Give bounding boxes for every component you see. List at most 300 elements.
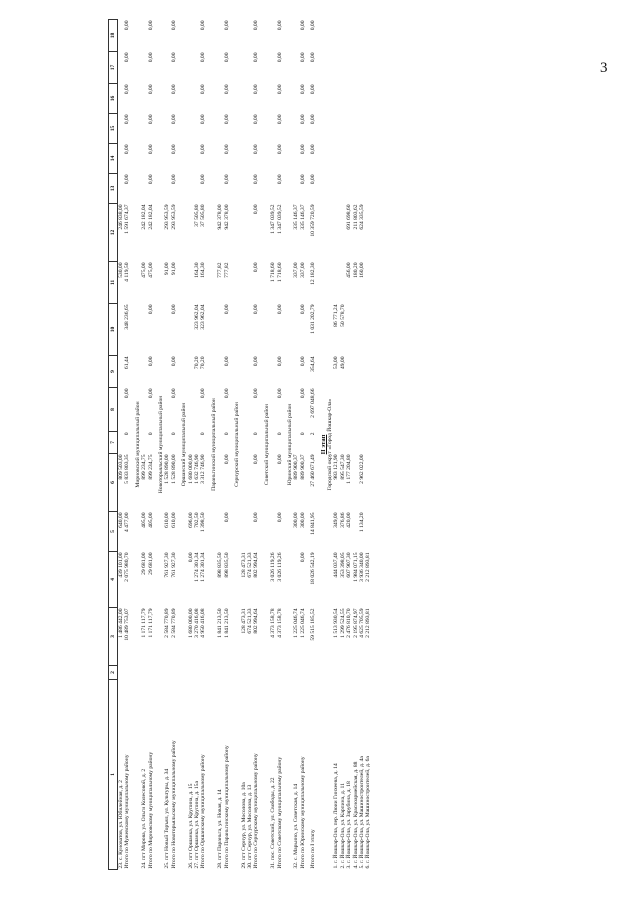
table-cell: 242 182,04 [141,204,148,230]
table-cell: 0,00 [223,512,230,523]
table-cell: 86 771,24 [333,304,340,327]
table-cell: 10 489 753,07 [124,608,131,641]
table-cell: 242 182,04 [147,204,154,230]
table-cell: 640,00 [118,512,124,528]
table-cell: 0,00 [299,114,306,125]
table-cell: 889 900,37 [293,454,300,480]
table-cell: 10 359 720,59 [310,204,317,237]
table-cell: 0,00 [223,454,230,465]
table-cell [118,356,125,388]
table-cell: 0,00 [253,388,260,399]
table-cell: 530,00 [118,262,124,278]
column-number-18: 18 [109,20,118,52]
table-cell: 0,00 [253,52,260,63]
table-cell: 2 476 810,70 [346,608,353,638]
table-cell: 0,00 [223,356,230,367]
table-cell: 376,86 [339,512,346,528]
table-cell: 0,00 [147,388,154,399]
table-cell: 1 680 000,00 [187,454,194,484]
table-cell: 0,00 [310,20,317,31]
table-cell: 1 718,60 [270,262,277,283]
row-label: Итого по Сернурскому муниципальному району [253,753,260,869]
table-cell: 1 031 202,79 [310,304,317,334]
table-cell: 0,00 [299,304,306,315]
table-cell: 91,00 [164,262,171,276]
table-cell: 349,00 [333,512,340,528]
table-cell: 0,00 [253,304,260,315]
table-cell: 70,20 [194,356,201,370]
table-cell: 1 274 301,34 [200,552,207,582]
table-cell: 696,00 [187,512,194,528]
table-cell: 2 584 770,89 [170,608,177,638]
table-cell [365,114,371,144]
table-cell: 4 373 158,78 [270,608,277,638]
table-cell [365,84,371,114]
table-cell: 0,00 [253,174,260,185]
table-cell: 0,00 [170,174,177,185]
table-cell: 0 [200,432,207,436]
row-label: Итого по Юринскому муниципальному району [299,756,306,869]
table-cell: 0 [253,432,260,436]
table-cell: 475,00 [147,262,154,278]
table-cell: 1 398,50 [200,512,207,533]
table-cell: 0,00 [310,84,317,95]
table-cell: 1 171 117,79 [147,608,154,638]
table-cell: 0,00 [276,356,283,367]
table-cell: 337,00 [293,262,300,278]
table-cell [365,262,371,304]
table-cell: 0 [276,432,283,436]
table-cell: 898 835,50 [223,552,230,578]
table-cell: 0,00 [124,174,131,185]
table-cell: 4 373 158,78 [276,608,283,638]
row-label: 2. г. Йошкар-Ола, ул. Карпина, д. 11 [339,783,346,869]
row-label: 32. с. Марьино, ул. Советская, д. 14 [293,783,300,869]
table-cell: 0,00 [147,356,154,367]
table-cell: 0 [170,432,177,436]
table-cell: 0,00 [299,20,306,31]
table-cell [365,20,371,52]
table-cell [118,52,125,84]
row-label: 4. г. Йошкар-Ола, ул. Красноармейская, д. 88 [352,761,359,869]
table-cell: 0,00 [253,204,260,215]
table-cell: 0,00 [124,144,131,155]
table-cell: 0,00 [299,356,306,367]
table-cell: 809 503,00 [118,454,124,480]
table-cell [118,114,125,144]
table-cell: 293 953,59 [164,204,171,230]
table-cell: 1 171 117,79 [141,608,148,638]
table-cell: 0,00 [299,84,306,95]
table-cell: 1 591 674,37 [124,204,131,234]
table-cell: 37 505,80 [200,204,207,227]
table-cell: 14 841,95 [310,512,317,535]
table-cell: 0,00 [170,356,177,367]
table-cell [365,52,371,84]
table-cell: 0,00 [124,114,131,125]
table-cell: 1 528 890,00 [170,454,177,484]
table-cell: 300,00 [293,512,300,528]
district-heading: Параньгинский муниципальный район [210,398,217,491]
column-number-11: 11 [109,262,118,304]
table-cell: 2 212 893,81 [365,552,372,582]
table-cell: 0,00 [200,20,207,31]
table-cell: 0,00 [223,20,230,31]
table-cell [365,388,371,432]
table-cell: 899 234,75 [141,454,148,480]
table-cell: 18 026 542,19 [310,552,317,585]
column-number-row [109,20,118,870]
table-cell: 0,00 [276,114,283,125]
district-heading: Юринский муниципальный район [286,403,293,486]
table-cell: 0,00 [276,144,283,155]
table-cell: 0,00 [124,388,131,399]
table-cell: 0,00 [200,84,207,95]
table-cell: 128 473,31 [240,552,247,578]
table-cell: 0,00 [276,304,283,315]
table-cell: 3 936 340,00 [359,552,365,582]
table-cell [365,454,371,512]
table-cell: 0,00 [276,84,283,95]
column-number-5: 5 [109,512,118,552]
table-cell: 0,00 [310,144,317,155]
table-cell: 475,00 [141,262,148,278]
table-cell: 12 182,30 [310,262,317,285]
table-cell: 0,00 [276,20,283,31]
column-number-1: 1 [109,680,118,870]
row-label: Итого по I этапу [310,829,317,869]
table-cell: 0,00 [187,552,194,563]
table-cell: 0,00 [200,114,207,125]
row-label: Итого по Новоторьяльскому муниципальному району [170,740,177,869]
table-cell: 0,00 [200,52,207,63]
district-heading: Оршанский муниципальный район [181,402,188,487]
table-cell: 300,00 [299,512,306,528]
column-number-17: 17 [109,52,118,84]
table-cell [118,174,125,204]
table-cell: 1 528 890,00 [164,454,171,484]
column-number-4: 4 [109,552,118,608]
table-cell: 0,00 [253,454,260,465]
table-cell: 0,00 [276,174,283,185]
table-cell [365,174,371,204]
table-cell: 0,00 [147,304,154,315]
row-label: 26. пгт Оршанка, ул. Крупина, д. 15 [187,783,194,869]
table-cell: 4 950 416,08 [200,608,207,638]
table-cell: 0,00 [310,52,317,63]
table-cell: 29 681,00 [141,552,148,575]
table-cell: 335 146,37 [293,204,300,230]
row-label: 24. пгт Мирова, ул. Ольги Колесовой, д. 2 [141,768,148,869]
table-cell: 439 101,00 [118,552,124,578]
district-heading: Советский муниципальный район [263,403,270,486]
table-cell: 3 026 119,26 [276,552,283,582]
table-cell: 0,00 [124,52,131,63]
table-cell: 405,00 [147,512,154,528]
table-cell: 164,30 [194,262,201,278]
table-cell: 1 134,20 [359,512,365,533]
cost-table [108,19,372,870]
table-cell: 61,44 [124,356,131,370]
table-cell: 0,00 [170,388,177,399]
table-cell: 1 347 039,52 [276,204,283,234]
table-cell: 53,00 [333,356,340,370]
district-heading: Городской округ «Город Йошкар-Ола» [326,398,333,491]
table-cell: 942 378,00 [223,204,230,230]
table-cell: 420,00 [346,512,353,528]
table-cell: 456,00 [346,262,353,278]
table-cell: 2 584 770,89 [164,608,171,638]
table-cell: 610,00 [164,512,171,528]
table-cell: 1 513 930,54 [333,608,340,638]
table-cell: 2 195 874,97 [352,608,359,638]
table-cell: 246 838,00 [118,204,124,230]
district-heading: Мирновский муниципальный район [134,401,141,488]
table-cell: 405,00 [141,512,148,528]
table-cell: 293 953,59 [170,204,177,230]
table-cell: 0,00 [299,52,306,63]
table-cell: 1 225 046,74 [293,608,300,638]
table-cell: 70,20 [200,356,207,370]
table-cell [365,512,371,552]
table-cell: 3 312 746,90 [200,454,207,484]
table-cell: 0,00 [253,262,260,273]
column-number-13: 13 [109,174,118,204]
column-number-10: 10 [109,304,118,356]
page-number: 3 [600,60,608,76]
table-cell: 691 698,60 [346,204,353,230]
table-cell: 0 [147,432,154,436]
table-cell: 1 632 746,90 [194,454,201,484]
district-heading: Сернурский муниципальный район [234,402,241,487]
table-cell: 2 [310,432,317,436]
table-cell: 0 [299,432,306,436]
table-cell: 624 335,59 [359,204,365,230]
column-number-14: 14 [109,144,118,174]
table-cell: 0,00 [276,52,283,63]
table-cell: 4 625 705,59 [359,608,365,638]
table-cell: 0,00 [223,114,230,125]
table-cell [118,20,125,52]
table-cell: 0 [124,432,131,436]
table-cell [365,432,371,454]
table-cell: 674 521,33 [246,552,253,578]
row-label: 31. пос. Советский, ул. Свободы, д. 22 [270,777,277,869]
row-label: 30. пгт Сернур, ул. Мосолова, д. 13 [246,784,253,869]
table-cell: 0,00 [147,174,154,185]
table-cell: 889 900,37 [299,454,306,480]
table-cell: 802 994,64 [253,552,260,578]
column-number-9: 9 [109,356,118,388]
table-cell: 49,00 [339,356,346,370]
table-cell: 0,00 [299,144,306,155]
table-cell: 0,00 [170,52,177,63]
table-cell: 761 927,30 [170,552,177,578]
table-cell: 802 994,64 [253,608,260,634]
table-cell: 0,00 [276,512,283,523]
table-cell: 59 515 185,52 [310,608,317,641]
table-cell: 3 026 119,26 [270,552,277,582]
table-cell: 0,00 [223,52,230,63]
table-cell: 1 486 442,00 [118,608,124,638]
table-cell: 1 984 071,15 [352,552,359,582]
table-cell: 0,00 [200,144,207,155]
table-cell: 128 473,31 [240,608,247,634]
row-label: 25. пгт Новый Торъял, ул. Культуры, д. 34 [164,768,171,869]
row-label: 23. с. Куноватов, ул. Юбилейная, д. 2 [118,780,124,869]
table-cell: 702,50 [194,512,201,528]
table-cell: 0,00 [299,174,306,185]
table-cell: 674 521,33 [246,608,253,634]
table-row [118,20,125,870]
column-number-7: 7 [109,432,118,454]
table-cell: 0,00 [253,114,260,125]
table-cell: 0 [223,432,230,436]
table-cell: 0,00 [299,552,306,563]
table-cell: 0,00 [170,304,177,315]
table-cell: 164,30 [200,262,207,278]
table-cell: 0,00 [253,512,260,523]
table-cell: 942 378,00 [217,204,224,230]
table-cell [118,388,125,432]
table-cell [365,666,371,680]
table-cell: 761 927,30 [164,552,171,578]
district-heading: Новоторьяльский муниципальный район [158,395,165,494]
table-cell: 2 212 893,81 [365,608,372,638]
row-label: Итого по Мужевскому муниципальному району [124,754,131,869]
row-label: 5. г. Йошкар-Ола, ул. Машиностроителей, д. 4а [359,756,365,869]
table-cell [118,666,125,680]
column-number-2: 2 [109,666,118,680]
table-cell: 0,00 [170,144,177,155]
table-cell: 898 835,50 [217,552,224,578]
row-label: 29. пгт Сернур, ул. Мосолова, д. 10а [240,782,247,869]
table-cell: 323 962,04 [194,304,201,330]
table-cell: 348 236,65 [124,304,131,330]
table-cell: 0,00 [170,114,177,125]
row-label: Итого по Параньгинскому муниципальному району [223,745,230,869]
table-cell: 2 962 022,00 [359,454,365,484]
table-cell: 1 841 213,50 [217,608,224,638]
table-cell: 37 505,80 [194,204,201,227]
table-cell: 0,00 [310,114,317,125]
table-cell: 0,00 [223,388,230,399]
table-cell: 0,00 [299,388,306,399]
table-cell [365,204,371,262]
table-cell: 0,00 [223,174,230,185]
table-cell: 180,20 [352,262,359,278]
table-cell: 777,82 [223,262,230,278]
table-cell: 0,00 [223,84,230,95]
table-cell: 0,00 [276,388,283,399]
table-cell [365,356,371,388]
stage-heading: II этап [319,434,327,455]
table-cell: 323 962,04 [200,304,207,330]
table-cell: 5 833 803,35 [124,454,131,484]
table-cell: 895 547,30 [339,454,346,480]
table-cell: 444 037,40 [333,552,340,578]
table-cell: 0,00 [200,388,207,399]
rotated-table-page [108,20,598,870]
table-cell: 2 697 048,66 [310,388,317,418]
table-cell: 1 225 046,74 [299,608,306,638]
table-cell: 29 681,00 [147,552,154,575]
table-cell [118,304,125,356]
table-cell: 983 121,90 [333,454,340,480]
table-body [118,20,372,870]
row-label: 3. г. Йошкар-Ола, ул. Зарубина, д. 18 [346,781,353,869]
table-cell: 160,00 [359,262,365,278]
table-cell: 1 718,60 [276,262,283,283]
table-cell: 211 803,62 [352,204,359,230]
row-label: 27. пгт Оршанка, ул. Крупина, д. 15а [194,781,201,869]
row-label: Итого по Мирновскому муниципальному району [147,751,154,869]
table-cell [365,144,371,174]
table-cell: 0,00 [170,20,177,31]
table-cell: 0,00 [253,144,260,155]
table-cell: 1 274 301,34 [194,552,201,582]
row-label: Итого по Оршанскому муниципальному району [200,754,207,869]
column-number-16: 16 [109,84,118,114]
table-cell: 337,00 [299,262,306,278]
table-cell: 0,00 [276,454,283,465]
table-cell: 0,00 [147,84,154,95]
table-cell: 0,00 [253,20,260,31]
table-cell: 0,00 [124,84,131,95]
table-cell: 0,00 [253,84,260,95]
table-cell: 353 398,05 [339,552,346,578]
table-cell: 610,00 [170,512,177,528]
column-number-3: 3 [109,608,118,666]
row-label: Итого по Советскому муниципальному району [276,756,283,869]
table-cell [118,144,125,174]
table-cell: 0,00 [223,304,230,315]
table-cell: 3 270 416,08 [194,608,201,638]
column-number-15: 15 [109,114,118,144]
table-cell: 0,00 [223,144,230,155]
table-cell: 899 234,75 [147,454,154,480]
table-cell [118,432,125,454]
table-cell: 1 177 204,80 [346,454,353,484]
table-cell: 91,00 [170,262,177,276]
table-cell [118,84,125,114]
table-cell: 0,00 [253,356,260,367]
column-number-8: 8 [109,388,118,432]
table-cell: 0,00 [200,174,207,185]
table-cell: 1 347 039,52 [270,204,277,234]
column-number-12: 12 [109,204,118,262]
table-cell: 777,82 [217,262,224,278]
table-cell: 0,00 [147,20,154,31]
table-cell: 1 680 000,00 [187,608,194,638]
table-cell: 0,00 [147,52,154,63]
row-label: 1. г. Йошкар-Ола, пер. Люии Гинхеева, д. 14 [333,763,340,869]
table-cell: 4 119,50 [124,262,131,282]
table-cell: 607 907,30 [346,552,353,578]
table-cell: 4 477,00 [124,512,131,533]
table-cell: 354,64 [310,356,317,372]
table-cell: 335 146,37 [299,204,306,230]
row-label: 28. пгт Параньга, ул. Новая, д. 14 [217,789,224,869]
table-row [365,20,371,870]
table-cell [365,304,371,356]
table-cell: 50 578,70 [339,304,346,327]
table-cell: 0,00 [124,20,131,31]
table-cell: 27 460 671,49 [310,454,317,487]
row-label: 6. г. Йошкар-Ола, ул. Машиностроителей, д. 6а [365,756,372,869]
table-cell: 0,00 [310,174,317,185]
column-number-6: 6 [109,454,118,512]
